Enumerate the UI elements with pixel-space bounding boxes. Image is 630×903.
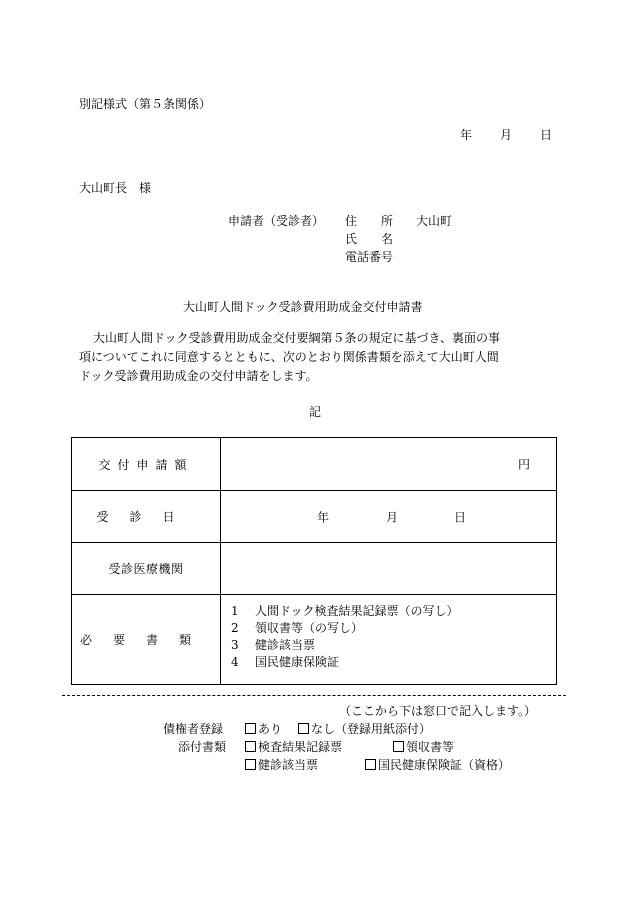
list-item <box>231 603 459 620</box>
doc-text: 領収書等（の写し） <box>255 621 364 635</box>
doc-num: 4 <box>231 655 239 669</box>
amount-label-cell <box>72 438 221 491</box>
exam-date-label-cell <box>72 491 221 543</box>
amount-label: 交付申請額 <box>98 457 194 472</box>
addressee: 大山町長 様 <box>79 181 152 195</box>
doc-text: 国民健康保険証 <box>255 655 340 669</box>
creditor-yes-label: あり <box>258 722 283 736</box>
attached-option[interactable] <box>365 759 510 771</box>
exam-date-year: 年 <box>317 510 330 524</box>
attached-option[interactable] <box>245 759 318 771</box>
attached-label: 添付書類 <box>178 740 227 754</box>
documents-label: 必要書類 <box>79 633 212 647</box>
documents-list <box>231 603 459 671</box>
body-line: ドック受診費用助成金の交付申請をします。 <box>79 369 318 383</box>
table-row <box>72 595 557 685</box>
creditor-no-label: なし（登録用紙添付） <box>311 722 432 736</box>
doc-text: 人間ドック検査結果記録票（の写し） <box>255 604 459 618</box>
doc-num: 1 <box>231 604 239 618</box>
attached-option-label: 健診該当票 <box>258 758 319 772</box>
dashed-divider <box>62 695 566 696</box>
amount-unit: 円 <box>517 457 530 472</box>
institution-label: 受診医療機関 <box>108 562 184 576</box>
table-row <box>72 491 557 543</box>
institution-label-cell <box>72 543 221 595</box>
date-day: 日 <box>540 128 553 142</box>
body-line: 大山町人間ドック受診費用助成金交付要綱第５条の規定に基づき、裏面の事 <box>93 331 501 345</box>
checkbox[interactable] <box>245 759 256 770</box>
date-month: 月 <box>500 128 513 142</box>
amount-cell[interactable] <box>221 438 557 491</box>
office-note: （ここから下は窓口で記入します。） <box>339 704 537 718</box>
creditor-no-option[interactable] <box>298 723 431 735</box>
doc-num: 2 <box>231 621 239 635</box>
exam-date-day: 日 <box>454 510 467 524</box>
attached-option-label: 領収書等 <box>406 740 455 754</box>
table-row <box>72 438 557 491</box>
name-label: 氏 名 <box>345 232 394 246</box>
attached-option[interactable] <box>393 741 454 753</box>
creditor-label: 債権者登録 <box>163 722 224 736</box>
body-line: 項についてこれに同意するとともに、次のとおり関係書類を添えて大山町人間 <box>79 350 499 364</box>
checkbox[interactable] <box>365 759 376 770</box>
documents-cell <box>221 595 557 685</box>
attached-option-label: 検査結果記録票 <box>258 740 343 754</box>
document-title: 大山町人間ドック受診費用助成金交付申請書 <box>183 300 423 314</box>
exam-date-month: 月 <box>386 510 399 524</box>
address-label: 住 所 <box>345 214 394 228</box>
address-value: 大山町 <box>416 214 453 228</box>
applicant-label: 申請者（受診者） <box>228 214 325 228</box>
exam-date-label: 受診日 <box>96 510 196 524</box>
list-item <box>231 654 459 671</box>
list-item <box>231 620 459 637</box>
creditor-yes-option[interactable] <box>245 723 282 735</box>
ki-heading: 記 <box>309 405 322 419</box>
form-id: 別記様式（第５条関係） <box>79 97 212 111</box>
doc-text: 健診該当票 <box>255 638 316 652</box>
attached-option-label: 国民健康保険証（資格） <box>378 758 511 772</box>
checkbox[interactable] <box>393 741 404 752</box>
documents-label-cell <box>72 595 221 685</box>
attached-option[interactable] <box>245 741 342 753</box>
application-table <box>71 437 557 685</box>
date-year: 年 <box>460 128 473 142</box>
list-item <box>231 637 459 654</box>
institution-cell[interactable] <box>221 543 557 595</box>
checkbox[interactable] <box>245 723 256 734</box>
doc-num: 3 <box>231 638 239 652</box>
phone-label: 電話番号 <box>345 250 394 264</box>
exam-date-cell[interactable] <box>221 491 557 543</box>
checkbox[interactable] <box>298 723 309 734</box>
checkbox[interactable] <box>245 741 256 752</box>
table-row <box>72 543 557 595</box>
